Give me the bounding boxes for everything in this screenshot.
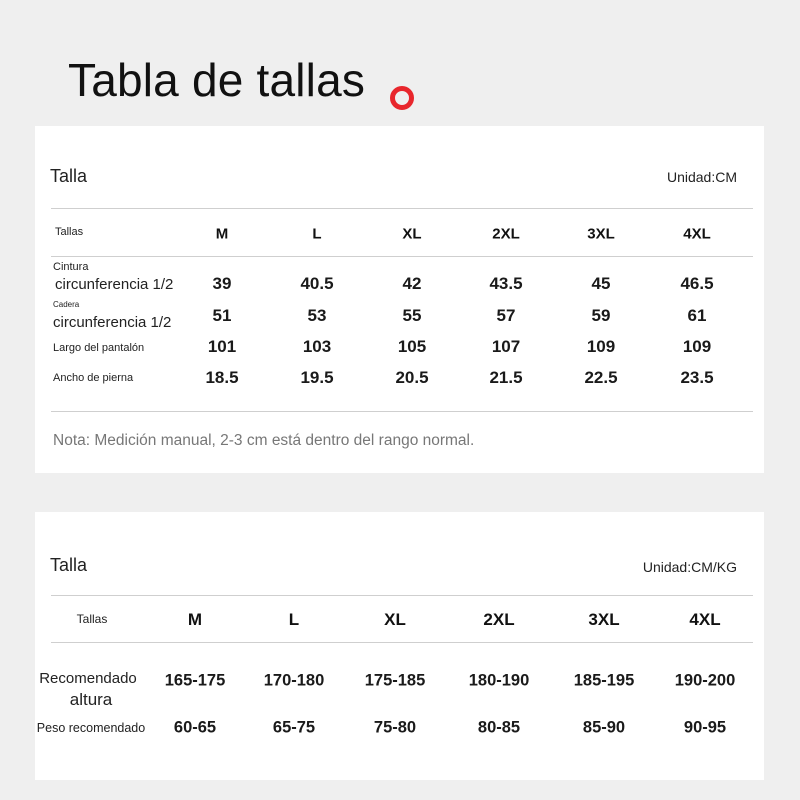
table-cell: 175-185	[364, 671, 426, 690]
recommendation-card	[35, 512, 764, 780]
table-cell: 60-65	[173, 718, 217, 737]
table-cell: 55	[402, 306, 422, 325]
size-header: M	[187, 610, 203, 629]
table-cell: 19.5	[300, 368, 334, 387]
divider	[51, 642, 753, 643]
section-title: Talla	[50, 166, 88, 186]
row-label: circunferencia 1/2	[53, 314, 172, 331]
row-label: Recomendado	[39, 670, 137, 687]
table-cell: 61	[687, 306, 707, 325]
size-header: L	[288, 610, 300, 629]
row-label-small: Cintura	[53, 261, 89, 273]
table-cell: 20.5	[395, 368, 429, 387]
red-ring-icon	[390, 86, 414, 110]
pants-size-card	[35, 126, 764, 473]
row-label: Peso recomendado	[36, 721, 146, 735]
table-cell: 42	[402, 274, 422, 293]
table-cell: 165-175	[164, 671, 226, 690]
table-cell: 105	[397, 337, 427, 356]
unit-label: Unidad:CM	[666, 169, 737, 185]
size-header: 3XL	[588, 610, 620, 629]
row-label: Largo del pantalón	[53, 342, 145, 354]
row-label: altura	[69, 690, 113, 709]
table-cell: 107	[491, 337, 521, 356]
page-title: Tabla de tallas	[68, 54, 366, 106]
table-cell: 40.5	[300, 274, 334, 293]
header-label: Tallas	[55, 226, 84, 238]
table-cell: 43.5	[489, 274, 523, 293]
size-header: 2XL	[483, 610, 515, 629]
table-cell: 109	[682, 337, 712, 356]
table-cell: 101	[207, 337, 237, 356]
table-cell: 185-195	[573, 671, 635, 690]
table-cell: 85-90	[582, 718, 626, 737]
table-cell: 23.5	[680, 368, 714, 387]
row-label: Ancho de pierna	[53, 372, 134, 384]
table-cell: 190-200	[674, 671, 736, 690]
divider	[51, 595, 753, 596]
row-label-small: Cadera	[53, 300, 80, 309]
table-cell: 39	[212, 274, 232, 293]
table-cell: 65-75	[272, 718, 316, 737]
size-header: M	[215, 225, 229, 243]
table-cell: 53	[307, 306, 327, 325]
table-cell: 45	[591, 274, 611, 293]
size-header: 2XL	[492, 225, 520, 243]
table-cell: 46.5	[680, 274, 714, 293]
table-cell: 57	[496, 306, 516, 325]
table-cell: 21.5	[489, 368, 523, 387]
size-header: L	[312, 225, 322, 243]
divider	[51, 208, 753, 209]
measurement-note: Nota: Medición manual, 2-3 cm está dentro del rango normal.	[53, 432, 475, 449]
size-header: XL	[402, 225, 422, 243]
table-cell: 170-180	[263, 671, 325, 690]
unit-label: Unidad:CM/KG	[642, 559, 737, 575]
table-cell: 90-95	[683, 718, 727, 737]
size-header: 4XL	[683, 225, 711, 243]
divider	[51, 411, 753, 412]
size-header: 4XL	[689, 610, 721, 629]
table-cell: 180-190	[468, 671, 530, 690]
section-title: Talla	[50, 555, 88, 575]
table-cell: 75-80	[373, 718, 417, 737]
table-cell: 80-85	[477, 718, 521, 737]
table-cell: 18.5	[205, 368, 239, 387]
size-header: XL	[384, 610, 406, 629]
table-cell: 22.5	[584, 368, 618, 387]
table-cell: 109	[586, 337, 616, 356]
row-label: circunferencia 1/2	[55, 276, 174, 293]
table-cell: 51	[212, 306, 232, 325]
header-label: Tallas	[76, 612, 108, 626]
size-header: 3XL	[587, 225, 615, 243]
table-cell: 59	[591, 306, 611, 325]
divider	[51, 256, 753, 257]
table-cell: 103	[302, 337, 332, 356]
